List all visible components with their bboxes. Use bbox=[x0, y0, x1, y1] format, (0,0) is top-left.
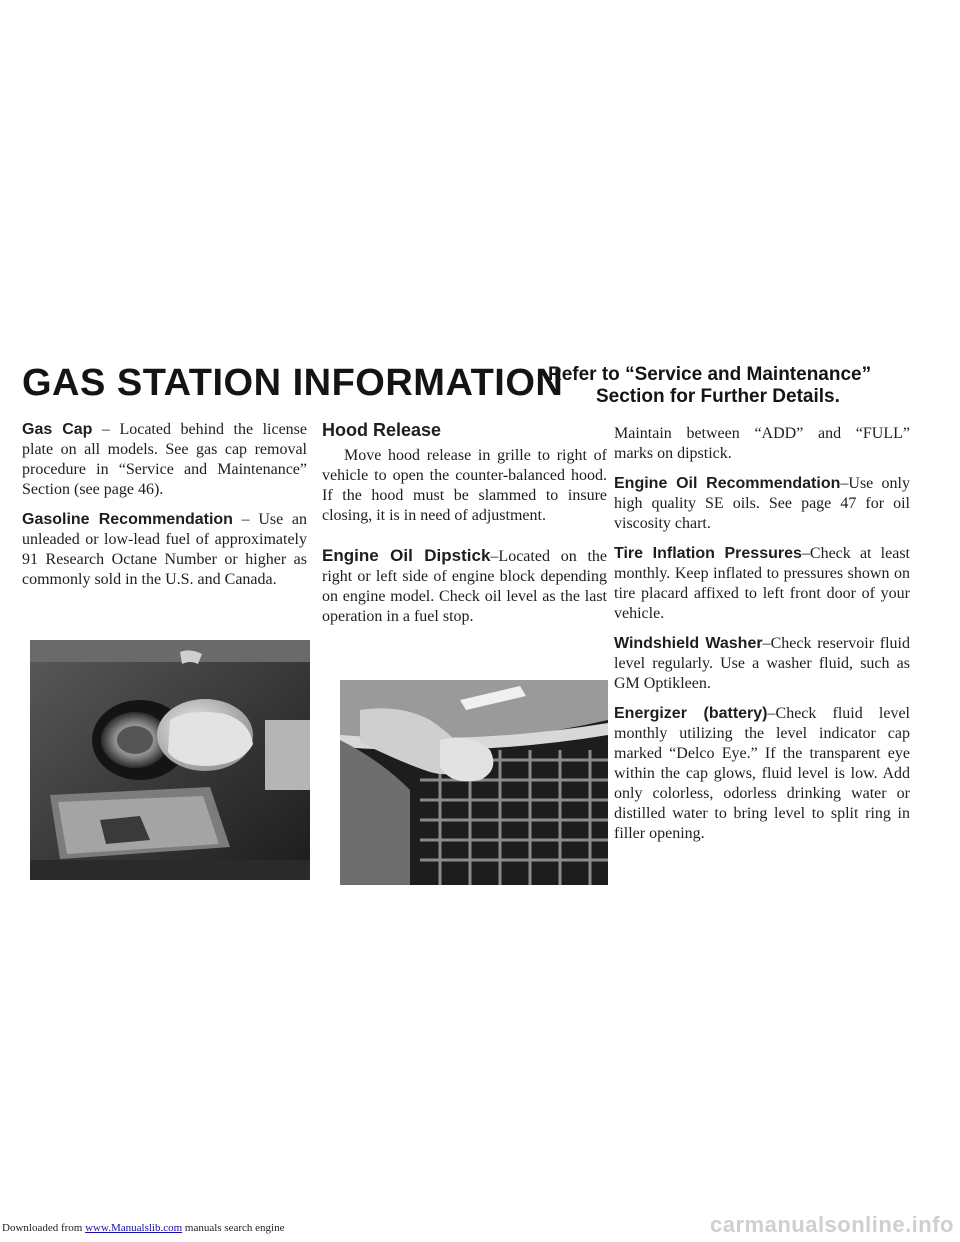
download-footer bbox=[2, 1222, 284, 1234]
windshield-washer-section bbox=[614, 634, 910, 694]
hood-release-section bbox=[322, 420, 607, 526]
dipstick-sep: – bbox=[490, 548, 499, 565]
refer-note-line2: Section for Further Details. bbox=[596, 386, 840, 407]
oil-recommendation-sep: – bbox=[840, 475, 849, 492]
gasoline-heading: Gasoline Recommendation bbox=[22, 511, 233, 528]
gasoline-sep: – bbox=[232, 511, 259, 528]
gas-cap-photo-svg bbox=[30, 640, 310, 880]
hood-release-photo-svg bbox=[340, 680, 608, 885]
hood-release-photo bbox=[340, 680, 608, 885]
hood-release-heading: Hood Release bbox=[322, 420, 442, 440]
energizer-section bbox=[614, 704, 910, 844]
energizer-sep: – bbox=[767, 705, 776, 722]
hood-release-text: Move hood release in grille to right of vehicle to open the counter-balanced hood. If the hood must be slammed to insure closing, it is in need of adjustment. bbox=[322, 447, 607, 524]
column-2 bbox=[322, 420, 607, 637]
tire-inflation-heading: Tire Inflation Pressures bbox=[614, 545, 802, 562]
gasoline-text: Use an unleaded or low-lead fuel of approximately 91 Research Octane Number or higher as commonly sold in the U.S. and Canada. bbox=[22, 511, 307, 588]
column-3 bbox=[614, 420, 910, 854]
dipstick-section bbox=[322, 546, 607, 627]
footer-suffix: manuals search engine bbox=[182, 1222, 285, 1234]
gas-cap-text: Located behind the license plate on all models. See gas cap removal procedure in “Service and Maintenance” Section (see page 46). bbox=[22, 421, 307, 498]
gasoline-section bbox=[22, 510, 307, 590]
tire-inflation-text: Check at least monthly. Keep inflated to pressures shown on tire placard affixed to left front door of your vehicle. bbox=[614, 545, 910, 622]
oil-recommendation-text: Use only high quality SE oils. See page 47 for oil viscosity chart. bbox=[614, 475, 911, 532]
refer-note-line1: Refer to “Service and Maintenance” bbox=[548, 364, 872, 385]
dipstick-marks-text: Maintain between “ADD” and “FULL” marks on dipstick. bbox=[614, 425, 910, 462]
dipstick-text: Located on the right or left side of engine block depending on engine model. Check oil level as the last operation in a fuel stop. bbox=[322, 548, 607, 625]
oil-recommendation-heading: Engine Oil Recommendation bbox=[614, 475, 841, 492]
windshield-washer-text: Check reservoir fluid level regularly. Use a washer fluid, such as GM Optikleen. bbox=[614, 635, 910, 692]
windshield-washer-heading: Windshield Washer bbox=[614, 635, 763, 652]
refer-note bbox=[548, 364, 928, 408]
dipstick-heading: Engine Oil Dipstick bbox=[322, 546, 491, 565]
gas-cap-photo bbox=[30, 640, 310, 880]
energizer-text: Check fluid level monthly utilizing the level indicator cap marked “Delco Eye.” If the transparent eye within the cap glows, fluid level is low. Add only colorless, odorless drinking water or distilled water to bring level to split ring in filler opening. bbox=[614, 705, 910, 842]
windshield-washer-sep: – bbox=[762, 635, 771, 652]
column-1 bbox=[22, 420, 307, 600]
page-title: GAS STATION INFORMATION bbox=[22, 362, 564, 404]
tire-inflation-section bbox=[614, 544, 910, 624]
tire-inflation-sep: – bbox=[801, 545, 810, 562]
gas-cap-sep: – bbox=[92, 421, 120, 438]
oil-recommendation-section bbox=[614, 474, 910, 534]
manualslib-link[interactable]: www.Manualslib.com bbox=[85, 1222, 183, 1234]
watermark: carmanualsonline.info bbox=[710, 1212, 954, 1237]
energizer-heading: Energizer (battery) bbox=[614, 705, 768, 722]
gas-cap-section bbox=[22, 420, 307, 500]
footer-prefix: Downloaded from bbox=[2, 1222, 86, 1234]
gas-cap-heading: Gas Cap bbox=[22, 421, 93, 438]
